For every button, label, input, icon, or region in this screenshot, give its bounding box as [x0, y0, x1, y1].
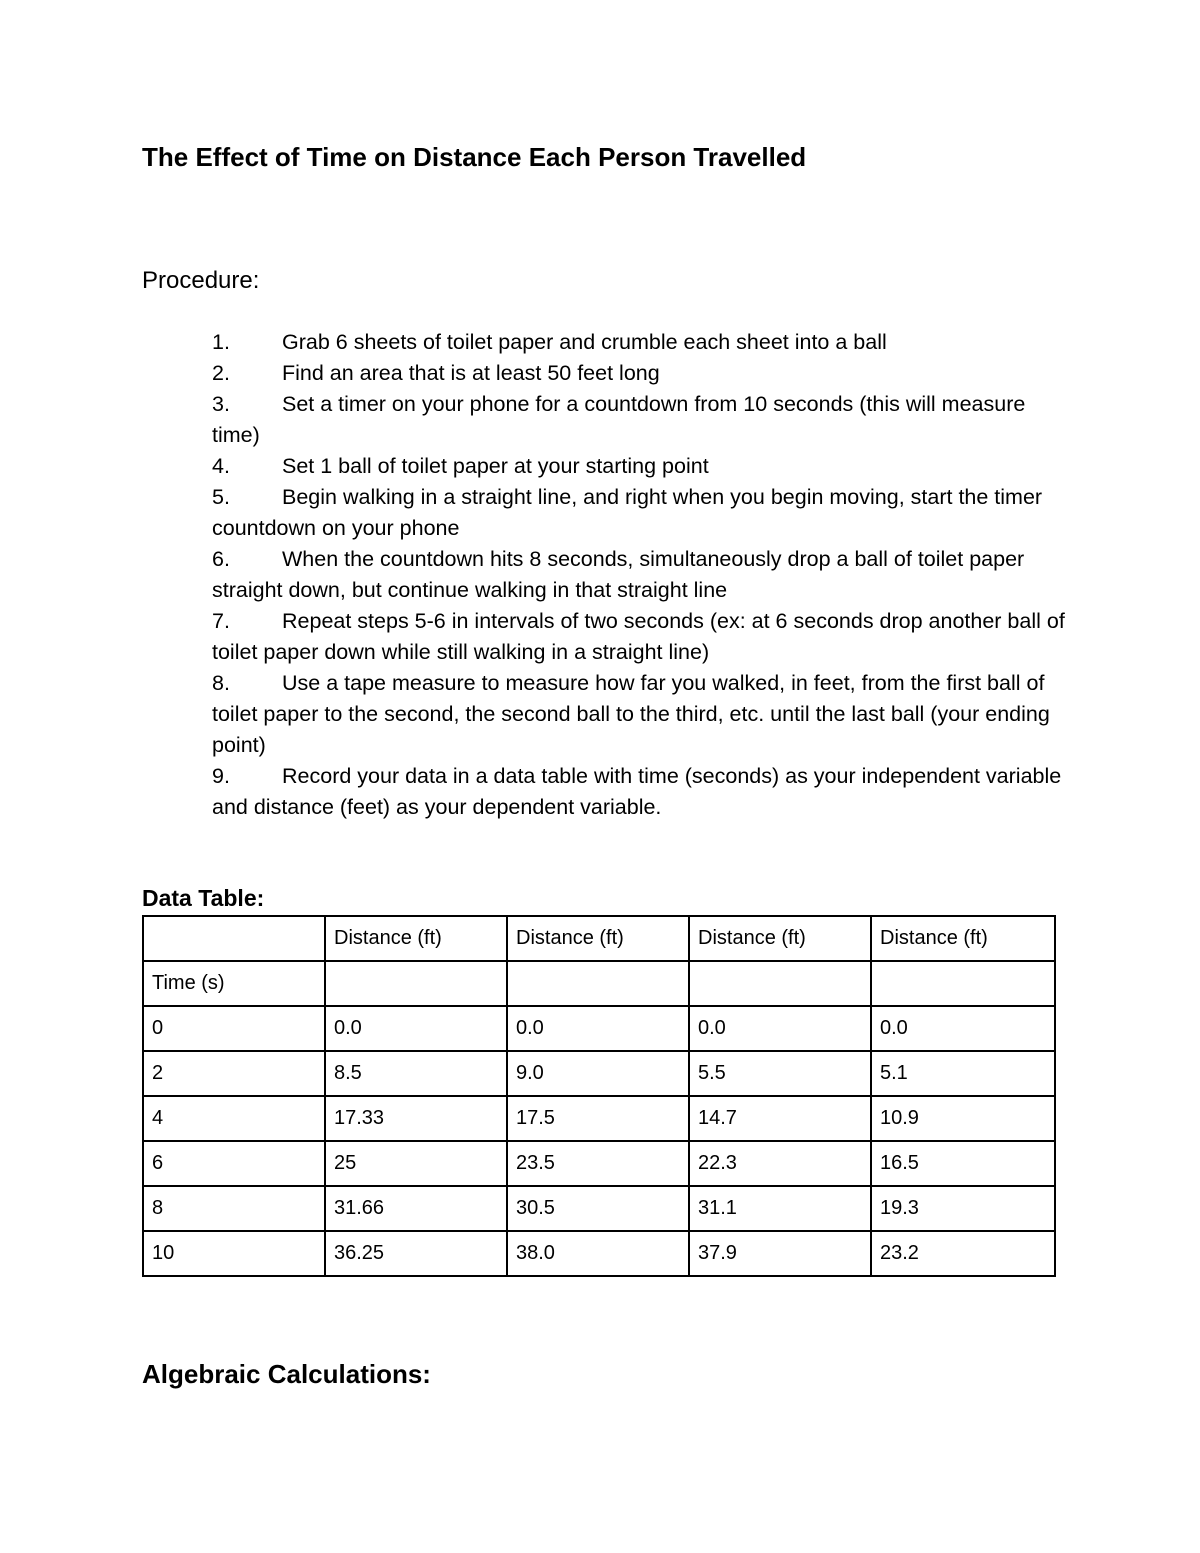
table-cell: 31.1 — [689, 1186, 871, 1231]
table-cell — [507, 961, 689, 1006]
table-cell: 2 — [143, 1051, 325, 1096]
table-cell: 30.5 — [507, 1186, 689, 1231]
table-row — [143, 1006, 1055, 1051]
table-row — [143, 1186, 1055, 1231]
table-cell: 0.0 — [689, 1006, 871, 1051]
procedure-step — [212, 668, 1072, 761]
procedure-step — [212, 358, 1072, 389]
table-cell — [143, 916, 325, 961]
step-number: 3. — [212, 392, 230, 416]
step-number: 7. — [212, 609, 230, 633]
table-cell: 23.5 — [507, 1141, 689, 1186]
procedure-steps — [212, 327, 1072, 823]
table-row — [143, 1141, 1055, 1186]
table-cell: 5.5 — [689, 1051, 871, 1096]
table-cell: 17.33 — [325, 1096, 507, 1141]
data-table-heading: Data Table: — [142, 885, 265, 911]
step-number: 2. — [212, 361, 230, 385]
table-cell: 23.2 — [871, 1231, 1055, 1276]
table-row — [143, 1096, 1055, 1141]
table-cell: 22.3 — [689, 1141, 871, 1186]
algebraic-calculations-heading: Algebraic Calculations: — [142, 1359, 431, 1389]
table-cell: 0 — [143, 1006, 325, 1051]
table-header-cell: Distance (ft) — [325, 916, 507, 961]
procedure-step — [212, 327, 1072, 358]
table-cell: 37.9 — [689, 1231, 871, 1276]
table-header-cell: Distance (ft) — [689, 916, 871, 961]
table-cell: 8 — [143, 1186, 325, 1231]
table-cell: 9.0 — [507, 1051, 689, 1096]
procedure-step — [212, 389, 1072, 451]
step-text: Set a timer on your phone for a countdown from 10 seconds (this will measure time) — [212, 392, 1026, 447]
step-number: 8. — [212, 671, 230, 695]
table-cell: 0.0 — [871, 1006, 1055, 1051]
table-header-cell: Distance (ft) — [507, 916, 689, 961]
step-text: Grab 6 sheets of toilet paper and crumble each sheet into a ball — [282, 330, 887, 354]
table-label-row — [143, 961, 1055, 1006]
table-cell — [689, 961, 871, 1006]
step-text: When the countdown hits 8 seconds, simultaneously drop a ball of toilet paper straight down, but continue walking in that straight line — [212, 547, 1025, 602]
step-text: Find an area that is at least 50 feet long — [282, 361, 660, 385]
procedure-step — [212, 606, 1072, 668]
table-cell — [325, 961, 507, 1006]
table-cell: 6 — [143, 1141, 325, 1186]
table-cell: 0.0 — [325, 1006, 507, 1051]
step-number: 4. — [212, 454, 230, 478]
step-number: 6. — [212, 547, 230, 571]
table-header-cell: Distance (ft) — [871, 916, 1055, 961]
table-cell: 31.66 — [325, 1186, 507, 1231]
step-number: 9. — [212, 764, 230, 788]
table-cell: 38.0 — [507, 1231, 689, 1276]
table-cell: 25 — [325, 1141, 507, 1186]
table-header-row — [143, 916, 1055, 961]
table-cell — [871, 961, 1055, 1006]
table-cell: 5.1 — [871, 1051, 1055, 1096]
step-text: Set 1 ball of toilet paper at your starting point — [282, 454, 709, 478]
table-row — [143, 1231, 1055, 1276]
table-cell: 0.0 — [507, 1006, 689, 1051]
table-cell: 4 — [143, 1096, 325, 1141]
procedure-step — [212, 761, 1072, 823]
table-cell: 17.5 — [507, 1096, 689, 1141]
step-number: 5. — [212, 485, 230, 509]
table-cell: 19.3 — [871, 1186, 1055, 1231]
table-cell: 10.9 — [871, 1096, 1055, 1141]
step-number: 1. — [212, 330, 230, 354]
table-cell: 16.5 — [871, 1141, 1055, 1186]
step-text: Record your data in a data table with time (seconds) as your independent variable and distance (feet) as your dependent variable. — [212, 764, 1062, 819]
data-table — [142, 915, 1056, 1277]
table-row — [143, 1051, 1055, 1096]
step-text: Use a tape measure to measure how far you walked, in feet, from the first ball of toilet paper to the second, the second ball to the third, etc. until the last ball (your ending point) — [212, 671, 1050, 757]
step-text: Begin walking in a straight line, and right when you begin moving, start the timer countdown on your phone — [212, 485, 1043, 540]
table-cell: 8.5 — [325, 1051, 507, 1096]
step-text: Repeat steps 5-6 in intervals of two seconds (ex: at 6 seconds drop another ball of toilet paper down while still walking in a straight line) — [212, 609, 1065, 664]
procedure-step — [212, 544, 1072, 606]
document-title: The Effect of Time on Distance Each Person Travelled — [142, 142, 807, 172]
procedure-heading: Procedure: — [142, 267, 260, 294]
table-cell: 14.7 — [689, 1096, 871, 1141]
table-header-cell: Time (s) — [143, 961, 325, 1006]
procedure-step — [212, 451, 1072, 482]
table-cell: 36.25 — [325, 1231, 507, 1276]
table-cell: 10 — [143, 1231, 325, 1276]
procedure-step — [212, 482, 1072, 544]
